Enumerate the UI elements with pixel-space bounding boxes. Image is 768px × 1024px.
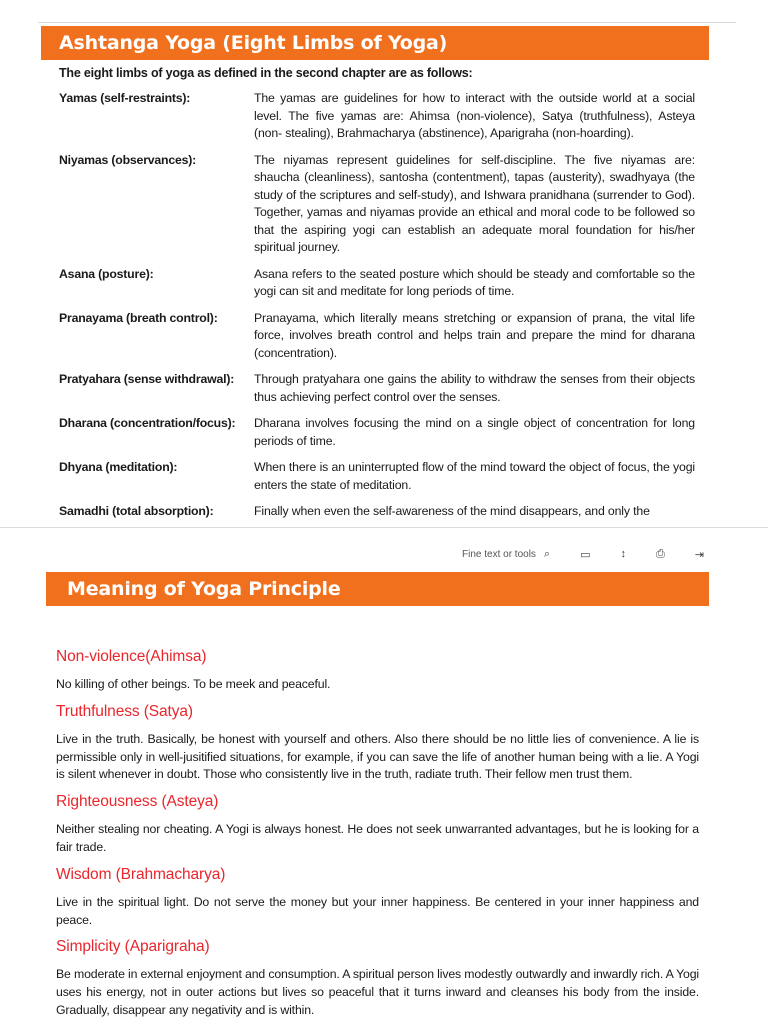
principles-title-banner xyxy=(46,572,709,606)
principle-title: Non-violence(Ahimsa) xyxy=(56,648,207,665)
principles-title: Meaning of Yoga Principle xyxy=(67,578,341,600)
limb-row xyxy=(59,415,695,450)
limb-row xyxy=(59,459,695,494)
print-icon[interactable]: ⎙ xyxy=(656,547,665,560)
limb-row xyxy=(59,503,695,521)
limbs-table xyxy=(59,90,695,530)
principle-text: Live in the spiritual light. Do not serve the money but your inner happiness. Be centered in your inner happiness and peace. xyxy=(56,894,699,927)
section-title-banner xyxy=(41,26,709,60)
limb-description: Through pratyahara one gains the ability to withdraw the senses from their objects thus achieving perfect control over the senses. xyxy=(254,372,695,404)
limb-row xyxy=(59,266,695,301)
limb-description: The niyamas represent guidelines for self-discipline. The five niyamas are: shaucha (cleanliness), santosha (contentment), tapas (austerity), swadhyaya (the study of the scriptures and self-study), and Ishwara pranidhana (surrender to God). Together, yamas and niyamas provide an ethical and moral code to be followed so that the aspiring yogi can establish an adequate moral foundation for his/her spiritual journey. xyxy=(254,152,695,254)
limb-description: Dharana involves focusing the mind on a single object of concentration for long periods of time. xyxy=(254,416,695,448)
principle-text: Neither stealing nor cheating. A Yogi is always honest. He does not seek unwarranted advantages, but he is looking for a fair trade. xyxy=(56,822,699,854)
principle-text: Be moderate in external enjoyment and consumption. A spiritual person lives modestly outwardly and inwardly rich. A Yogi uses his energy, not in outer actions but lives so peaceful that it turns inward and cleanses his body from the inside. Gradually, disappear any negativity and is within. xyxy=(56,967,699,1017)
page-break xyxy=(0,527,768,528)
limb-description: The yamas are guidelines for how to interact with the outside world at a social level. The five yamas are: Ahimsa (non-violence), Satya (truthfulness), Asteya (non- stealing), Brahmacharya (abstinence), Aparigraha (non-hoarding). xyxy=(254,91,695,140)
limb-name: Dhyana (meditation): xyxy=(59,460,178,474)
expand-icon[interactable]: ↕ xyxy=(620,548,626,560)
limb-row xyxy=(59,310,695,363)
limb-name: Yamas (self-restraints): xyxy=(59,91,191,105)
limb-description: Asana refers to the seated posture which should be steady and comfortable so the yogi can sit and meditate for long periods of time. xyxy=(254,266,695,298)
limb-row xyxy=(59,371,695,406)
share-icon[interactable]: ⇥ xyxy=(694,548,705,561)
limbs-intro: The eight limbs of yoga as defined in the second chapter are as follows: xyxy=(59,66,473,80)
layout-icon[interactable]: ▭ xyxy=(580,548,591,561)
principle-text: No killing of other beings. To be meek and peaceful. xyxy=(56,677,331,691)
limb-name: Pratyahara (sense withdrawal): xyxy=(59,372,235,386)
limb-name: Samadhi (total absorption): xyxy=(59,504,214,518)
toolbar-text: Fine text or tools xyxy=(462,548,536,560)
limb-description: When there is an uninterrupted flow of the mind toward the object of focus, the yogi enters the state of meditation. xyxy=(254,460,695,492)
principle-title: Truthfulness (Satya) xyxy=(56,702,193,720)
limb-name: Pranayama (breath control): xyxy=(59,310,218,325)
principles-list xyxy=(56,648,699,1024)
limb-row xyxy=(59,152,695,257)
section-title: Ashtanga Yoga (Eight Limbs of Yoga) xyxy=(59,32,448,54)
principle-title: Simplicity (Aparigraha) xyxy=(56,938,210,956)
principle-text: Live in the truth. Basically, be honest with yourself and others. Also there should be no little lies of convenience. A lie is permissible only in well-jusitified situations, for example, if you can save the life of another human being with a lie. A Yogi is silent whenever in doubt. Those who consistently live in the truth, radiate truth. Their fellow men trust them. xyxy=(56,731,699,782)
limb-row xyxy=(59,90,695,143)
search-icon[interactable]: ⌕ xyxy=(543,547,551,560)
limb-name: Niyamas (observances): xyxy=(59,152,197,167)
principle-title: Wisdom (Brahmacharya) xyxy=(56,865,226,883)
principle-title: Righteousness (Asteya) xyxy=(56,793,219,811)
limb-description: Pranayama, which literally means stretching or expansion of prana, the vital life force, involves breath control and helps train and prepare the mind for dharana (concentration). xyxy=(254,310,695,360)
limb-name: Asana (posture): xyxy=(59,266,154,281)
top-divider xyxy=(38,22,736,23)
limb-name: Dharana (concentration/focus): xyxy=(59,416,236,430)
viewer-toolbar xyxy=(462,547,734,561)
limb-description: Finally when even the self-awareness of the mind disappears, and only the xyxy=(254,504,650,518)
